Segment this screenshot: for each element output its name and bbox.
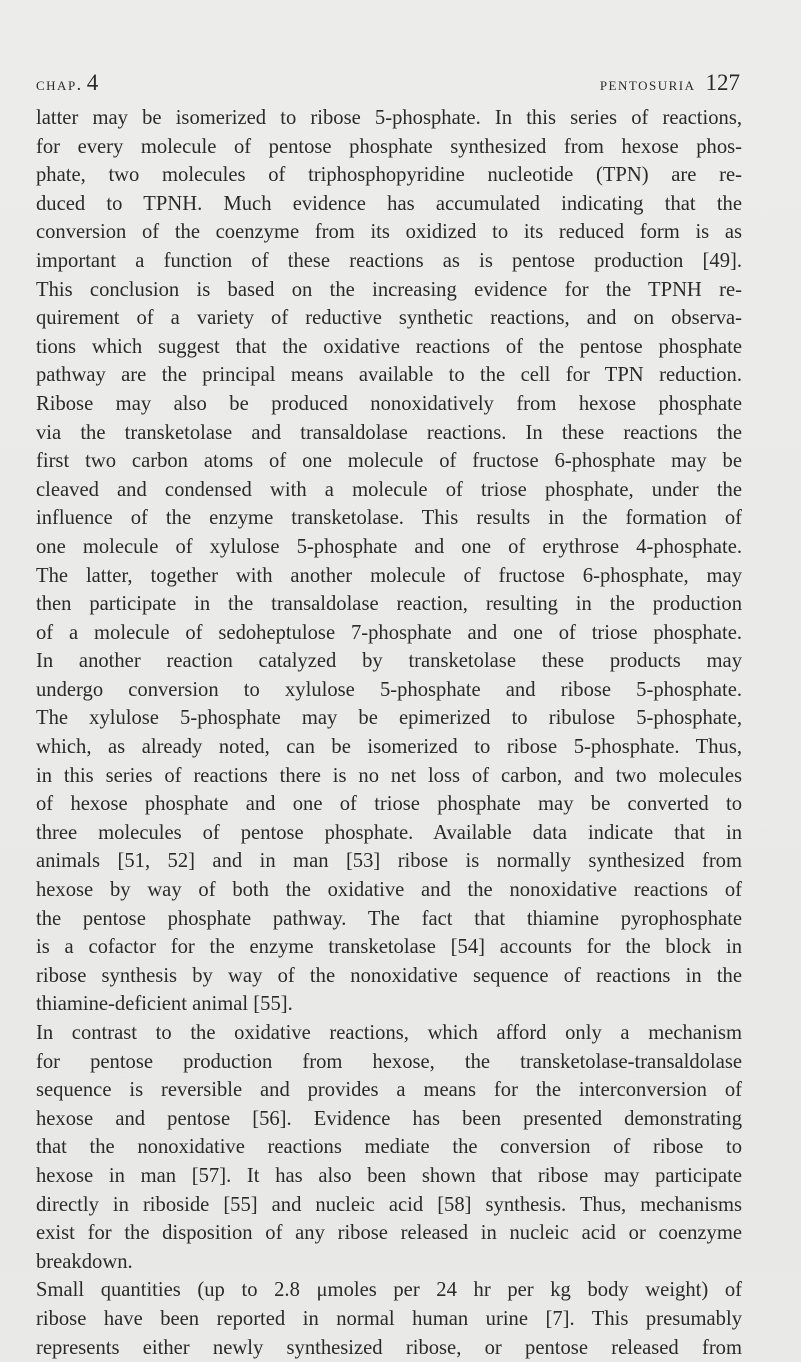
text-line: Small quantities (up to 2.8 μmoles per 24 hr per kg body weight) of [36,1279,742,1302]
text-line: The latter, together with another molecule of fructose 6-phosphate, may [36,564,742,587]
text-line: for pentose production from hexose, the transketolase-transaldolase [36,1050,742,1073]
text-line: ribose have been reported in normal human urine [7]. This presumably [36,1307,742,1330]
chapter-number: 4 [86,70,99,95]
section-title: pentosuria 127 [599,70,740,95]
text-line: In contrast to the oxidative reactions, which afford only a mechanism [36,1022,742,1044]
text-line: In another reaction catalyzed by transketolase these products may [36,650,742,673]
text-line: first two carbon atoms of one molecule of fructose 6-phosphate may be [36,450,742,473]
text-line: sequence is reversible and provides a means for the interconversion of [36,1079,742,1102]
page-number: 127 [705,70,740,95]
text-line: is a cofactor for the enzyme transketolase [54] accounts for the block in [36,936,742,959]
text-line: conversion of the coenzyme from its oxidized to its reduced form is as [36,221,742,244]
text-line: represents either newly synthesized ribose, or pentose released from [36,1336,742,1359]
text-line: the pentose phosphate pathway. The fact that thiamine pyrophosphate [36,907,742,930]
text-line: in this series of reactions there is no net loss of carbon, and two molecules [36,764,742,787]
text-line: animals [51, 52] and in man [53] ribose is normally synthesized from [36,850,742,873]
text-line: tions which suggest that the oxidative reactions of the pentose phosphate [36,335,742,358]
text-line: undergo conversion to xylulose 5-phosphate and ribose 5-phosphate. [36,678,742,701]
text-line: hexose in man [57]. It has also been shown that ribose may participate [36,1164,742,1187]
text-line: directly in riboside [55] and nucleic acid [58] synthesis. Thus, mechanisms [36,1193,742,1216]
text-line: exist for the disposition of any ribose released in nucleic acid or coenzyme [36,1222,742,1245]
text-line: influence of the enzyme transketolase. This results in the formation of [36,507,742,530]
text-line: latter may be isomerized to ribose 5-phosphate. In this series of reactions, [36,107,742,129]
text-line: then participate in the transaldolase reaction, resulting in the production [36,593,742,616]
text-line: ribose synthesis by way of the nonoxidative sequence of reactions in the [36,964,742,987]
text-line: pathway are the principal means available to the cell for TPN reduction. [36,364,742,387]
text-line: breakdown. [36,1250,133,1273]
text-line: that the nonoxidative reactions mediate the conversion of ribose to [36,1136,742,1159]
text-line: thiamine-deficient animal [55]. [36,993,293,1016]
text-line: Ribose may also be produced nonoxidatively from hexose phosphate [36,392,742,415]
text-line: quirement of a variety of reductive synthetic reactions, and on observa- [36,307,742,330]
text-line: of hexose phosphate and one of triose phosphate may be converted to [36,793,742,816]
running-header [36,64,740,96]
text-line: three molecules of pentose phosphate. Available data indicate that in [36,821,742,844]
text-line: hexose by way of both the oxidative and the nonoxidative reactions of [36,879,742,902]
text-line: via the transketolase and transaldolase reactions. In these reactions the [36,421,742,444]
text-line: cleaved and condensed with a molecule of triose phosphate, under the [36,478,742,501]
text-line: duced to TPNH. Much evidence has accumulated indicating that the [36,192,742,215]
text-line: phate, two molecules of triphosphopyridine nucleotide (TPN) are re- [36,164,742,187]
text-line: important a function of these reactions as is pentose production [49]. [36,249,742,272]
text-line: This conclusion is based on the increasing evidence for the TPNH re- [36,278,742,301]
text-line: of a molecule of sedoheptulose 7-phosphate and one of triose phosphate. [36,621,742,644]
chapter-label: chap. 4 [36,70,99,95]
text-line: which, as already noted, can be isomerized to ribose 5-phosphate. Thus, [36,736,742,759]
text-line: one molecule of xylulose 5-phosphate and one of erythrose 4-phosphate. [36,535,742,558]
text-line: hexose and pentose [56]. Evidence has been presented demonstrating [36,1107,742,1130]
text-line: The xylulose 5-phosphate may be epimerized to ribulose 5-phosphate, [36,707,742,730]
body-text [36,104,742,1362]
text-line: for every molecule of pentose phosphate synthesized from hexose phos- [36,135,742,158]
